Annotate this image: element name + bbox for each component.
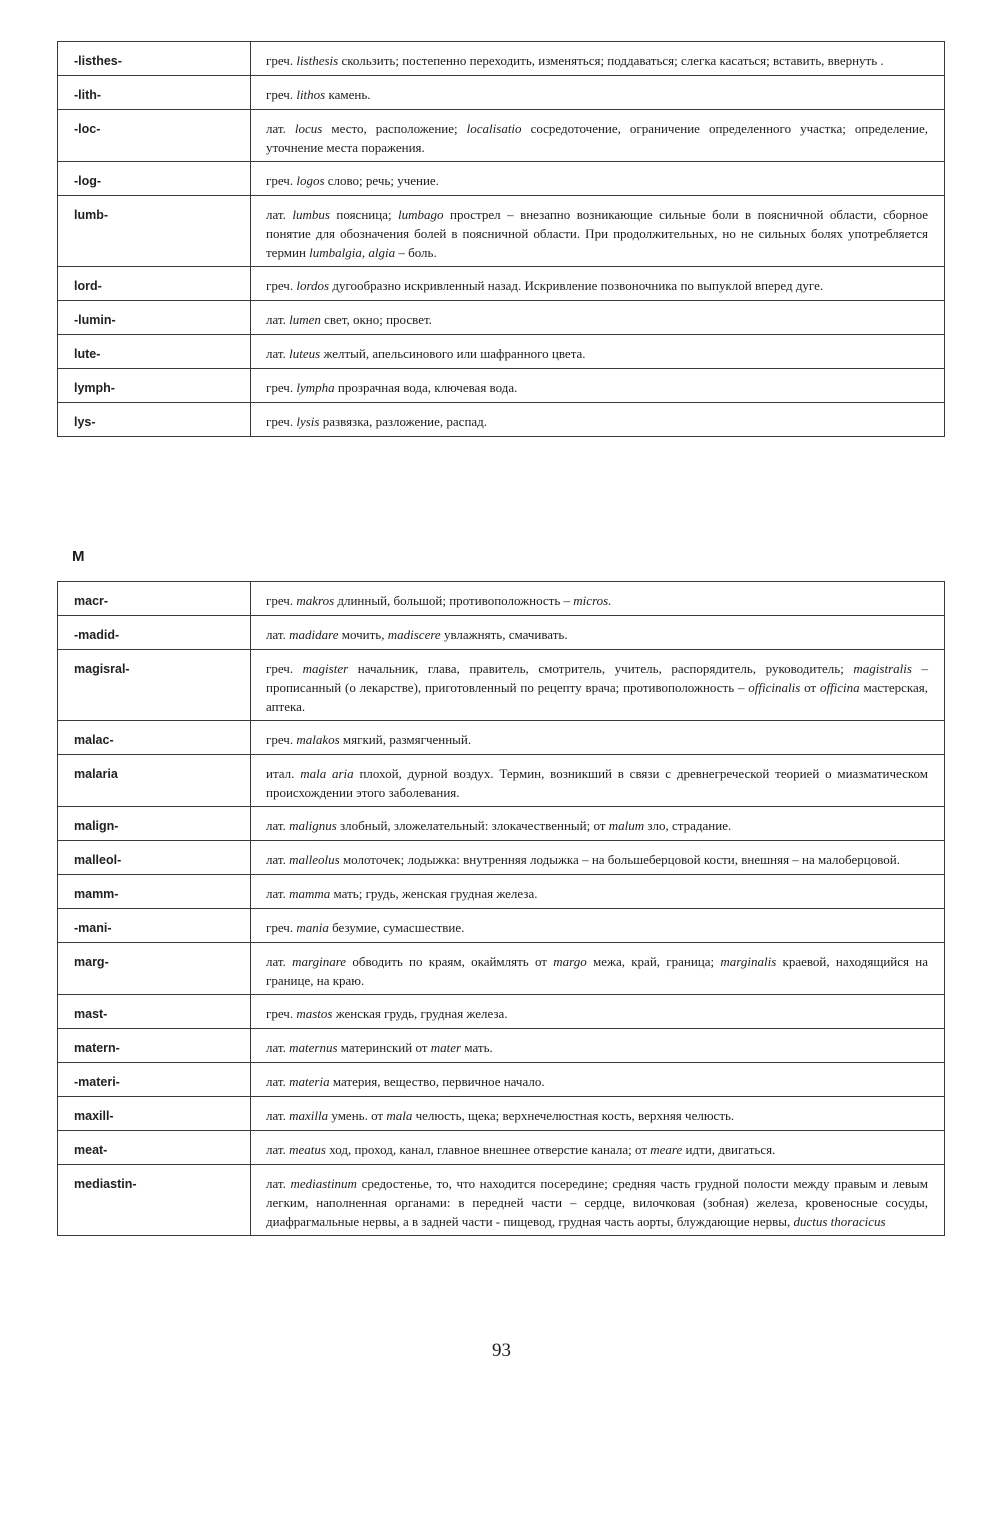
table-row [58,1063,945,1097]
definition-cell [251,369,945,403]
definition-text: греч. [266,732,297,747]
section-letter-heading: M [72,548,85,565]
definition-cell [251,162,945,196]
definition-text: увлажнять, смачивать. [440,627,568,642]
table-row [58,616,945,650]
definition-text: прострел – внезапно возникающие сильные боли в поясничной области, сборное понятие для обозначения болей в поясничной области. При продолжительных, но не сильных болях употребляется термин [266,207,928,260]
term-cell: meat- [58,1131,251,1165]
definition-text: греч. [266,173,297,188]
latin-term: magister [302,661,349,676]
page-number: 93 [492,1340,511,1361]
definition-text: лат. [266,886,290,901]
definition-text: греч. [266,380,297,395]
definition-text: начальник, глава, правитель, смотритель, учитель, распорядитель, руководитель; [348,661,854,676]
latin-term: materia [289,1074,330,1089]
term-cell: lymph- [58,369,251,403]
latin-term: lumbalgia, algia [309,245,396,260]
definition-text: греч. [266,593,297,608]
definition-text: ход, проход, канал, главное внешнее отверстие канала; от [325,1142,651,1157]
definition-text: от [800,680,820,695]
latin-term: mamma [289,886,331,901]
dictionary-body-l [58,42,945,437]
definition-text: лат. [266,1040,290,1055]
definition-text: развязка, разложение, распад. [319,414,488,429]
definition-text: длинный, большой; противоположность – [334,593,574,608]
definition-text: умень. от [328,1108,387,1123]
table-row [58,582,945,616]
definition-cell [251,807,945,841]
term-cell: -lith- [58,76,251,110]
definition-cell [251,1097,945,1131]
definition-cell [251,875,945,909]
definition-text: итал. [266,766,301,781]
term-cell: -mani- [58,909,251,943]
table-row [58,1097,945,1131]
latin-term: mala [386,1108,413,1123]
definition-text: прозрачная вода, ключевая вода. [334,380,518,395]
definition-text: краевой, находящийся на границе, на краю. [266,954,929,988]
term-cell: mast- [58,995,251,1029]
definition-text: дугообразно искривленный назад. Искривление позвоночника по выпуклой вперед дуге. [329,278,824,293]
term-cell: magisral- [58,650,251,721]
term-cell: -lumin- [58,301,251,335]
table-row [58,650,945,721]
definition-text: материя, вещество, первичное начало. [329,1074,545,1089]
definition-cell [251,755,945,807]
definition-cell [251,650,945,721]
latin-term: mediastinum [290,1176,357,1191]
definition-text: мать. [461,1040,493,1055]
definition-text: сосредоточение, ограничение определенного участка; определение, уточнение места поражения. [266,121,929,155]
definition-text: безумие, сумасшествие. [328,920,465,935]
definition-text: мягкий, размягченный. [339,732,472,747]
definition-text: челюсть, щека; верхнечелюстная кость, верхняя челюсть. [412,1108,735,1123]
table-row [58,42,945,76]
latin-term: lympha [296,380,335,395]
term-cell: mamm- [58,875,251,909]
latin-term: lysis [296,414,320,429]
definition-text: женская грудь, грудная железа. [332,1006,508,1021]
table-row [58,403,945,437]
term-cell: lute- [58,335,251,369]
latin-term: marginare [292,954,347,969]
definition-text: лат. [266,627,290,642]
latin-term: lumen [289,312,321,327]
definition-text: лат. [266,1108,290,1123]
table-row [58,943,945,995]
term-cell: malign- [58,807,251,841]
definition-cell [251,943,945,995]
term-cell: macr- [58,582,251,616]
definition-cell [251,1029,945,1063]
definition-text: мочить, [338,627,388,642]
definition-text: молоточек; лодыжка: внутренняя лодыжка – на большеберцовой кости, внешняя – на малоберцовой. [339,852,900,867]
table-row [58,335,945,369]
latin-term: magistralis [853,661,912,676]
term-cell: malaria [58,755,251,807]
dictionary-table-m [57,581,945,1236]
definition-cell [251,841,945,875]
definition-text: свет, окно; просвет. [320,312,432,327]
table-row [58,995,945,1029]
latin-term: lumbus [292,207,330,222]
term-cell: -log- [58,162,251,196]
latin-term: meare [650,1142,683,1157]
latin-term: lithos [296,87,326,102]
table-row [58,875,945,909]
definition-text: лат. [266,818,290,833]
definition-cell [251,110,945,162]
definition-cell [251,42,945,76]
definition-text: – прописанный (о лекарстве), приготовленный по рецепту врача; противоположность – [266,661,929,695]
term-cell: malac- [58,721,251,755]
definition-text: зло, страдание. [644,818,732,833]
definition-text: – боль. [395,245,437,260]
term-cell: lys- [58,403,251,437]
definition-cell [251,196,945,267]
term-cell: maxill- [58,1097,251,1131]
latin-term: micros. [573,593,612,608]
latin-term: maxilla [289,1108,329,1123]
definition-cell [251,335,945,369]
definition-text: греч. [266,278,297,293]
definition-cell [251,909,945,943]
latin-term: mater [430,1040,462,1055]
table-row [58,110,945,162]
definition-cell [251,301,945,335]
definition-text: скользить; постепенно переходить, изменяться; поддаваться; слегка касаться; вставить, ввернуть . [338,53,884,68]
latin-term: lumbago [398,207,444,222]
latin-term: luteus [289,346,321,361]
latin-term: officina [819,680,860,695]
table-row [58,162,945,196]
table-row [58,909,945,943]
definition-text: греч. [266,1006,297,1021]
definition-text: лат. [266,207,293,222]
latin-term: malum [608,818,645,833]
term-cell: lord- [58,267,251,301]
definition-text: лат. [266,312,290,327]
definition-cell [251,721,945,755]
table-row [58,267,945,301]
definition-cell [251,403,945,437]
table-row [58,841,945,875]
definition-cell [251,267,945,301]
definition-text: лат. [266,1142,290,1157]
definition-text: камень. [325,87,371,102]
definition-text: лат. [266,852,290,867]
table-row [58,369,945,403]
latin-term: marginalis [720,954,777,969]
definition-text: греч. [266,661,303,676]
definition-text: греч. [266,53,297,68]
latin-term: makros [296,593,335,608]
definition-cell [251,1063,945,1097]
definition-text: материнский от [337,1040,431,1055]
table-row [58,755,945,807]
definition-text: мастерская, аптека. [266,680,928,714]
definition-text: мать; грудь, женская грудная железа. [330,886,538,901]
definition-text: лат. [266,954,293,969]
term-cell: -madid- [58,616,251,650]
table-row [58,1029,945,1063]
latin-term: malakos [296,732,340,747]
definition-cell [251,1165,945,1236]
definition-text: поясница; [329,207,399,222]
definition-text: греч. [266,920,297,935]
term-cell: -loc- [58,110,251,162]
latin-term: margo [553,954,587,969]
table-row [58,1165,945,1236]
latin-term: ductus thoracicus [793,1214,886,1229]
latin-term: madiscere [387,627,441,642]
definition-text: лат. [266,1074,290,1089]
term-cell: matern- [58,1029,251,1063]
definition-text: греч. [266,87,297,102]
table-row [58,76,945,110]
table-row [58,1131,945,1165]
definition-text: слово; речь; учение. [324,173,439,188]
latin-term: mala aria [300,766,354,781]
latin-term: madidare [289,627,339,642]
latin-term: mania [296,920,329,935]
definition-text: лат. [266,346,290,361]
latin-term: lordos [296,278,330,293]
dictionary-body-m [58,582,945,1236]
latin-term: locus [294,121,323,136]
definition-text: идти, двигаться. [682,1142,776,1157]
definition-cell [251,616,945,650]
definition-text: место, расположение; [322,121,467,136]
latin-term: logos [296,173,325,188]
definition-cell [251,76,945,110]
definition-text: плохой, дурной воздух. Термин, возникший в связи с древнегреческой теорией о миазматическом происхождении этого заболевания. [266,766,928,800]
dictionary-table-l [57,41,945,437]
latin-term: listhesis [296,53,339,68]
definition-text: межа, край, граница; [586,954,721,969]
term-cell: malleol- [58,841,251,875]
latin-term: mastos [296,1006,333,1021]
term-cell: marg- [58,943,251,995]
term-cell: -listhes- [58,42,251,76]
term-cell: lumb- [58,196,251,267]
definition-text: злобный, зложелательный: злокачественный; от [336,818,609,833]
latin-term: malignus [289,818,337,833]
latin-term: officinalis [748,680,801,695]
table-row [58,721,945,755]
definition-text: греч. [266,414,297,429]
definition-cell [251,1131,945,1165]
definition-text: лат. [266,1176,291,1191]
latin-term: localisatio [466,121,522,136]
definition-text: обводить по краям, окаймлять от [346,954,554,969]
term-cell: -materi- [58,1063,251,1097]
term-cell: mediastin- [58,1165,251,1236]
latin-term: meatus [289,1142,326,1157]
definition-text: средостенье, то, что находится посередине; средняя часть грудной полости между правым и левым легким, наполненная органами: в передней части – сердце, вилочковая (зобная) железа, кровеносные сосуды, диафрагмальные нервы, а в задней части - пищевод, грудная часть аорты, блуждающие нервы, [266,1176,928,1229]
table-row [58,301,945,335]
table-row [58,807,945,841]
latin-term: maternus [289,1040,338,1055]
definition-cell [251,995,945,1029]
latin-term: malleolus [289,852,340,867]
definition-text: желтый, апельсинового или шафранного цвета. [320,346,586,361]
table-row [58,196,945,267]
definition-text: лат. [266,121,295,136]
definition-cell [251,582,945,616]
